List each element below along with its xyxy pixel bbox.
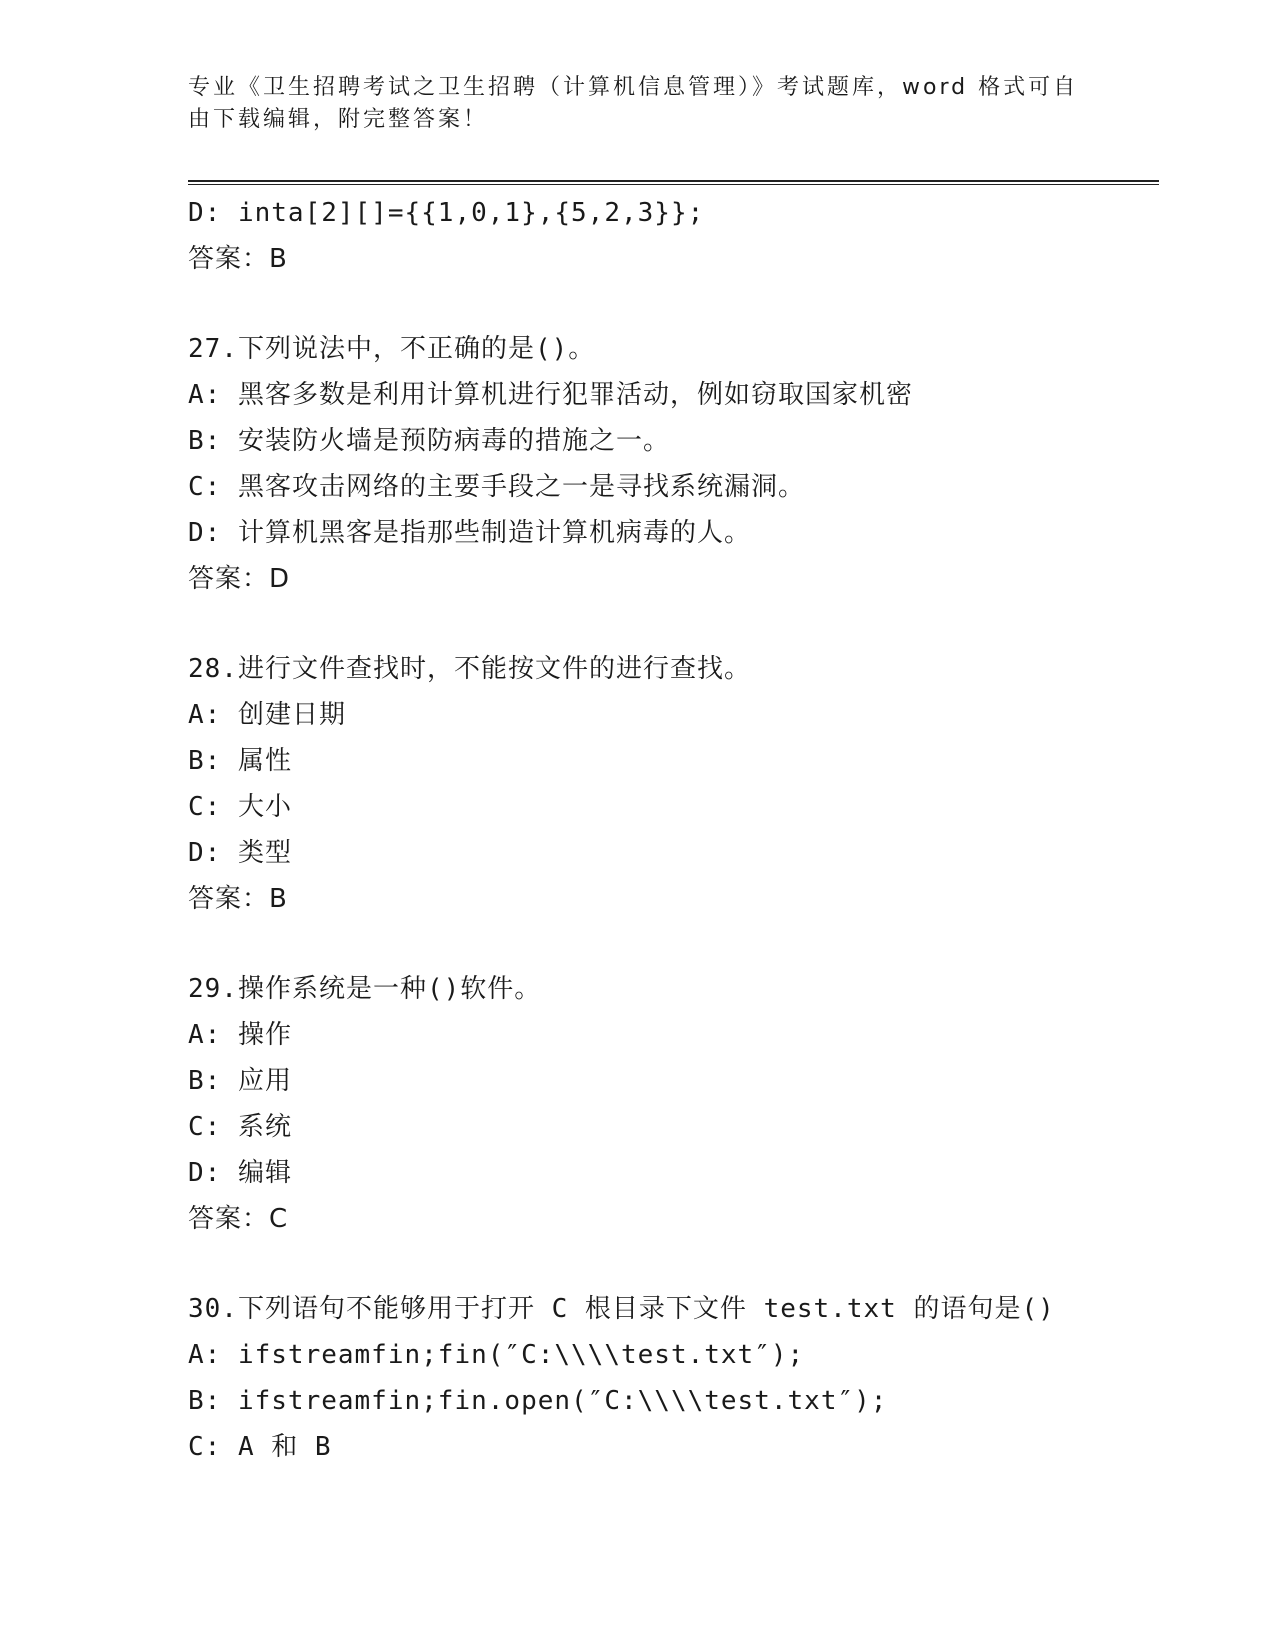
- option-b: B: 应用: [188, 1066, 292, 1096]
- option-a: A: 创建日期: [188, 700, 346, 730]
- option-d: D: 计算机黑客是指那些制造计算机病毒的人。: [188, 518, 751, 548]
- option-a: A: ifstreamfin;fin(″C:\\\\test.txt″);: [188, 1340, 805, 1370]
- header-divider-thin: [188, 184, 1159, 185]
- header-line-2: 由下载编辑，附完整答案！: [188, 107, 489, 132]
- answer: 答案：B: [188, 884, 288, 914]
- question-28: [188, 646, 1148, 922]
- document-header: [188, 72, 1088, 136]
- question-29: [188, 966, 1148, 1242]
- option-c: C: 黑客攻击网络的主要手段之一是寻找系统漏洞。: [188, 472, 805, 502]
- question-27: [188, 326, 1148, 602]
- prev-answer: 答案：B: [188, 244, 288, 274]
- header-line-1: 专业《卫生招聘考试之卫生招聘（计算机信息管理）》考试题库，word 格式可自: [188, 75, 1079, 100]
- question-content: [188, 190, 1148, 1470]
- answer: 答案：C: [188, 1204, 289, 1234]
- question-stem: 27.下列说法中，不正确的是()。: [188, 334, 596, 364]
- option-d: D: 类型: [188, 838, 292, 868]
- prev-option-d: D: inta[2][]={{1,0,1},{5,2,3}};: [188, 198, 705, 228]
- option-b: B: 安装防火墙是预防病毒的措施之一。: [188, 426, 670, 456]
- option-d: D: 编辑: [188, 1158, 292, 1188]
- question-30: [188, 1286, 1148, 1470]
- question-stem: 29.操作系统是一种()软件。: [188, 974, 542, 1004]
- option-c: C: A 和 B: [188, 1432, 332, 1462]
- option-b: B: ifstreamfin;fin.open(″C:\\\\test.txt″);: [188, 1386, 888, 1416]
- option-b: B: 属性: [188, 746, 292, 776]
- question-stem: 28.进行文件查找时，不能按文件的进行查找。: [188, 654, 751, 684]
- question-stem: 30.下列语句不能够用于打开 C 根目录下文件 test.txt 的语句是(): [188, 1294, 1055, 1324]
- option-c: C: 大小: [188, 792, 292, 822]
- answer: 答案：D: [188, 564, 291, 594]
- option-a: A: 操作: [188, 1020, 292, 1050]
- option-c: C: 系统: [188, 1112, 292, 1142]
- option-a: A: 黑客多数是利用计算机进行犯罪活动，例如窃取国家机密: [188, 380, 913, 410]
- header-divider-thick: [188, 180, 1159, 182]
